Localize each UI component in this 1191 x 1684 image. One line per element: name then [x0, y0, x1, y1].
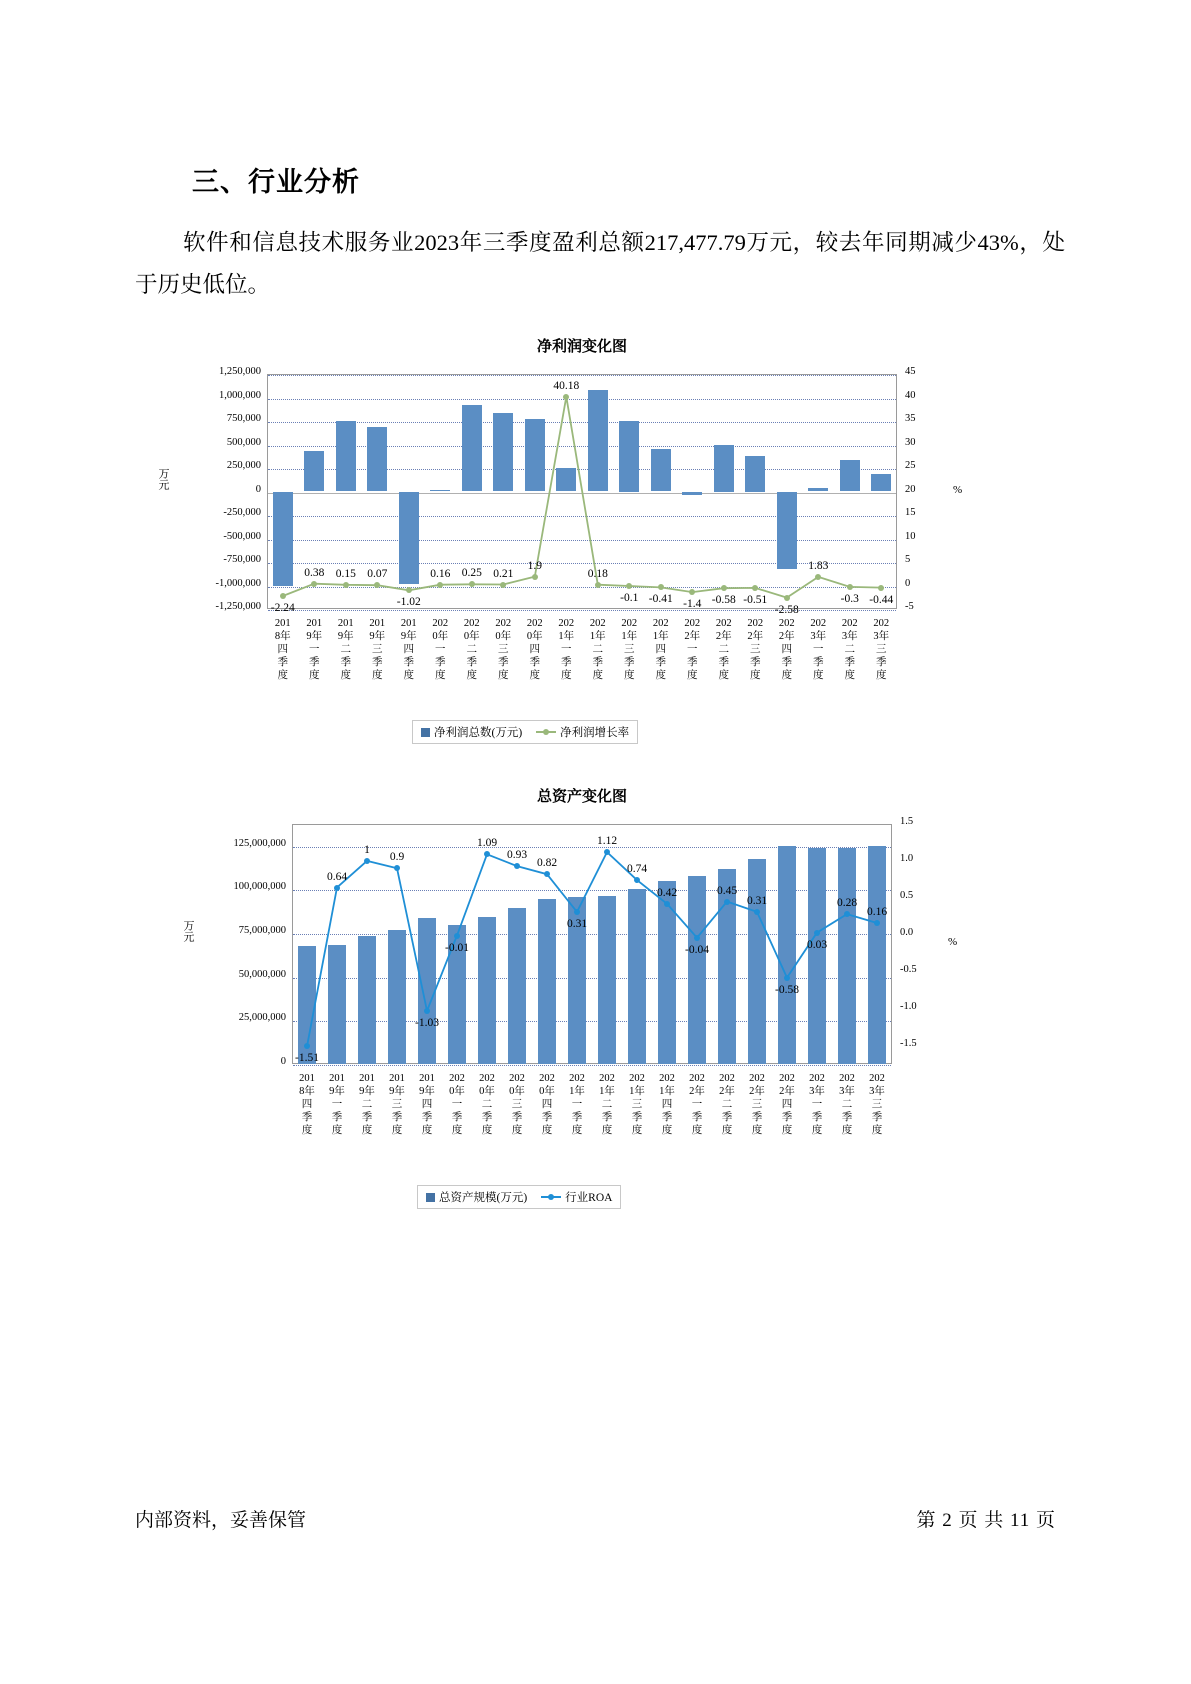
bar: [619, 421, 639, 492]
data-label: 0.18: [587, 567, 608, 580]
data-label: 0.38: [304, 566, 325, 579]
data-label: 0.16: [866, 905, 888, 918]
x-axis-tick-label: 202 0年 二 季 度: [479, 1073, 495, 1136]
chart-legend-net-profit: [412, 720, 638, 744]
data-label: -2.24: [270, 602, 295, 615]
gridline: [293, 934, 891, 935]
bar: [745, 456, 765, 491]
y2-axis-tick-label: -1.5: [900, 1037, 917, 1049]
x-axis-tick-label: 202 1年 四 季 度: [659, 1073, 675, 1136]
bar: [328, 945, 347, 1064]
x-axis-tick-label: 202 3年 三 季 度: [869, 1073, 885, 1136]
y-axis-tick-label: -1,250,000: [215, 601, 261, 612]
legend-label-industry-roa: 行业ROA: [565, 1192, 613, 1204]
x-axis-tick-label: 202 0年 四 季 度: [526, 618, 543, 681]
data-point: [724, 899, 730, 905]
data-label: 1: [364, 843, 370, 856]
data-point: [532, 574, 538, 580]
bar: [840, 460, 860, 492]
x-axis-tick-label: 202 2年 四 季 度: [779, 1073, 795, 1136]
gridline: [268, 375, 896, 376]
data-label: -1.03: [415, 1016, 439, 1029]
zero-axis-line: [268, 493, 896, 494]
legend-label-net-profit-growth: 净利润增长率: [560, 727, 630, 739]
y2-axis-tick-label: 30: [905, 436, 916, 448]
x-axis-tick-label: 202 3年 三 季 度: [873, 618, 890, 681]
y2-axis-title: %: [953, 483, 963, 496]
data-point: [437, 582, 443, 588]
legend-item-net-profit-growth: [536, 724, 629, 740]
legend-item-net-profit-total: [421, 724, 522, 740]
bar: [777, 492, 797, 569]
data-point: [721, 585, 727, 591]
bar: [367, 427, 387, 492]
x-axis-tick-label: 202 2年 一 季 度: [689, 1073, 705, 1136]
x-axis-tick-label: 201 9年 二 季 度: [337, 618, 354, 681]
data-point: [878, 585, 884, 591]
bar: [688, 876, 707, 1064]
data-label: 0.74: [626, 863, 648, 876]
chart-total-assets: [182, 785, 972, 1215]
gridline: [268, 469, 896, 470]
y-axis-title: 万元: [157, 467, 169, 490]
x-axis-tick-label: 201 9年 二 季 度: [359, 1073, 375, 1136]
data-point: [664, 901, 670, 907]
data-point: [784, 595, 790, 601]
gridline: [268, 540, 896, 541]
data-label: 40.18: [553, 379, 580, 392]
y-axis-tick-label: 0: [280, 1056, 286, 1067]
y2-axis-tick-label: 10: [905, 530, 916, 542]
x-axis-tick-label: 202 0年 一 季 度: [449, 1073, 465, 1136]
x-axis-tick-label: 202 2年 二 季 度: [715, 618, 732, 681]
x-axis-tick-label: 201 9年 四 季 度: [400, 618, 417, 681]
x-axis-tick-label: 201 9年 三 季 度: [389, 1073, 405, 1136]
y-axis-title: 万元: [182, 920, 194, 942]
data-point: [754, 909, 760, 915]
x-axis-tick-label: 201 8年 四 季 度: [299, 1073, 315, 1136]
y2-axis-tick-label: 1.0: [900, 852, 914, 864]
data-label: 1.9: [527, 559, 542, 572]
bar: [508, 908, 527, 1064]
x-axis-tick-label: 202 1年 三 季 度: [621, 618, 638, 681]
y-axis-tick-label: 750,000: [226, 413, 261, 424]
y2-axis-tick-label: 0: [905, 577, 911, 589]
data-label: 0.45: [716, 884, 738, 897]
legend-swatch-bar-icon: [426, 1193, 435, 1202]
x-axis-tick-label: 202 3年 一 季 度: [809, 1073, 825, 1136]
bar: [651, 449, 671, 491]
y2-axis-tick-label: 0.5: [900, 889, 914, 901]
x-axis-tick-label: 202 3年 二 季 度: [841, 618, 858, 681]
y-axis-tick-label: 50,000,000: [238, 968, 286, 980]
y2-axis-tick-label: 45: [905, 366, 916, 377]
y2-axis-title: %: [948, 936, 958, 948]
chart-plot-area-net-profit: [157, 356, 972, 741]
y-axis-tick-label: -500,000: [223, 530, 261, 542]
x-axis-tick-label: 202 2年 一 季 度: [684, 618, 701, 681]
data-point: [454, 933, 460, 939]
legend-item-total-assets-scale: [426, 1189, 527, 1205]
x-axis-tick-label: 202 1年 一 季 度: [569, 1073, 585, 1136]
bar: [556, 468, 576, 492]
y-axis-tick-label: 125,000,000: [233, 837, 286, 849]
data-point: [604, 849, 610, 855]
x-axis-tick-label: 202 1年 四 季 度: [652, 618, 669, 681]
legend-swatch-line-icon: [536, 731, 556, 733]
legend-label-net-profit-total: 净利润总数(万元): [434, 727, 523, 739]
data-point: [595, 582, 601, 588]
y2-axis-tick-label: 15: [905, 507, 916, 518]
body-paragraph: 软件和信息技术服务业2023年三季度盈利总额217,477.79万元，较去年同期减少43%，处于历史低位。: [135, 230, 1065, 297]
gridline: [268, 422, 896, 423]
data-label: 0.31: [746, 894, 768, 907]
data-point: [500, 582, 506, 588]
y-axis-tick-label: 25,000,000: [238, 1012, 286, 1024]
y2-axis-tick-label: 5: [905, 554, 911, 565]
data-label: 1.09: [476, 837, 498, 850]
gridline: [268, 516, 896, 517]
bar: [430, 490, 450, 492]
x-axis-tick-label: 201 9年 三 季 度: [369, 618, 386, 681]
bar: [868, 846, 887, 1064]
y2-axis-tick-label: 25: [905, 460, 916, 471]
chart-net-profit: [157, 335, 972, 745]
data-label: 0.21: [493, 567, 514, 580]
bar: [478, 917, 497, 1064]
bar: [658, 881, 677, 1064]
y2-axis-tick-label: -5: [905, 601, 914, 612]
data-point: [280, 593, 286, 599]
legend-swatch-bar-icon: [421, 728, 430, 737]
x-axis-tick-label: 202 1年 二 季 度: [589, 618, 606, 681]
y-axis-tick-label: 100,000,000: [233, 881, 286, 893]
data-label: -0.41: [648, 593, 673, 606]
bar: [358, 936, 377, 1064]
bar: [493, 413, 513, 492]
x-axis-tick-label: 202 0年 三 季 度: [495, 618, 512, 681]
data-label: 0.15: [335, 567, 356, 580]
bar: [838, 848, 857, 1064]
y2-axis-tick-label: 20: [905, 483, 916, 495]
data-point: [814, 930, 820, 936]
x-axis-tick-label: 201 9年 一 季 度: [306, 618, 323, 681]
data-label: 0.82: [536, 857, 558, 870]
data-label: 0.28: [836, 897, 858, 910]
data-point: [784, 975, 790, 981]
x-axis-tick-label: 202 2年 四 季 度: [778, 618, 795, 681]
x-axis-tick-label: 202 3年 二 季 度: [839, 1073, 855, 1136]
x-axis-tick-label: 201 9年 一 季 度: [329, 1073, 345, 1136]
legend-label-total-assets-scale: 总资产规模(万元): [439, 1192, 528, 1204]
chart-plot-area-total-assets: [182, 806, 972, 1206]
data-label: -1.02: [396, 596, 421, 609]
y2-axis-tick-label: -1.0: [900, 1000, 917, 1012]
data-point: [334, 885, 340, 891]
data-point: [424, 1008, 430, 1014]
bar: [682, 492, 702, 496]
y2-axis-tick-label: 40: [905, 389, 916, 401]
chart-title-net-profit: 净利润变化图: [536, 338, 627, 355]
gridline: [268, 446, 896, 447]
footer-note: 内部资料，妥善保管: [135, 1510, 307, 1531]
data-label: -0.58: [775, 983, 799, 996]
legend-item-industry-roa: [541, 1189, 612, 1205]
data-label: -0.51: [743, 593, 768, 606]
gridline: [293, 890, 891, 891]
bar: [588, 390, 608, 492]
data-point: [694, 935, 700, 941]
y-axis-tick-label: 0: [255, 483, 261, 495]
y-axis-tick-label: -250,000: [223, 507, 261, 518]
footer-page-number: 第 2 页 共 11 页: [916, 1510, 1056, 1531]
data-label: -0.58: [711, 594, 736, 607]
bar: [418, 918, 437, 1064]
legend-swatch-line-icon: [541, 1196, 561, 1198]
data-label: -1.4: [683, 598, 702, 611]
gridline: [293, 1021, 891, 1022]
data-point: [364, 858, 370, 864]
y-axis-tick-label: 250,000: [226, 460, 261, 471]
y2-axis-tick-label: 1.5: [900, 816, 914, 827]
y-axis-tick-label: -1,000,000: [215, 577, 261, 589]
data-label: -0.3: [840, 592, 859, 605]
gridline: [268, 399, 896, 400]
chart-title-total-assets: 总资产变化图: [536, 788, 627, 805]
data-label: 0.42: [656, 886, 678, 899]
x-axis-tick-label: 202 1年 二 季 度: [599, 1073, 615, 1136]
data-label: 0.16: [430, 567, 451, 580]
y-axis-tick-label: -750,000: [223, 554, 261, 565]
bar: [628, 889, 647, 1064]
data-point: [847, 584, 853, 590]
data-point: [311, 581, 317, 587]
data-label: 0.31: [566, 917, 588, 930]
data-label: 1.12: [596, 835, 618, 848]
y2-axis-tick-label: 0.0: [900, 926, 914, 938]
bar: [778, 846, 797, 1064]
data-point: [563, 394, 569, 400]
bar: [714, 445, 734, 492]
gridline: [268, 587, 896, 588]
x-axis-tick-label: 202 1年 三 季 度: [629, 1073, 645, 1136]
x-axis-tick-label: 202 0年 三 季 度: [509, 1073, 525, 1136]
y-axis-tick-label: 75,000,000: [238, 925, 286, 937]
bar: [871, 474, 891, 491]
bar: [808, 488, 828, 492]
data-label: -0.1: [620, 591, 639, 604]
data-label: -0.04: [685, 943, 709, 956]
x-axis-tick-label: 202 0年 一 季 度: [432, 618, 449, 681]
x-axis-tick-label: 202 0年 四 季 度: [539, 1073, 555, 1136]
data-label: 0.64: [326, 870, 348, 883]
bar: [304, 451, 324, 491]
data-label: -2.58: [774, 603, 799, 616]
bar: [336, 421, 356, 492]
y2-axis-tick-label: -0.5: [900, 963, 917, 975]
data-point: [874, 920, 880, 926]
x-axis-tick-label: 201 8年 四 季 度: [274, 618, 291, 681]
page-title: 三、行业分析: [192, 167, 360, 197]
data-label: 0.03: [806, 938, 828, 951]
x-axis-tick-label: 202 3年 一 季 度: [810, 618, 827, 681]
data-label: 0.9: [389, 851, 405, 864]
bar: [525, 419, 545, 492]
bar: [388, 930, 407, 1064]
y-axis-tick-label: 1,000,000: [219, 389, 261, 401]
x-axis-tick-label: 202 2年 三 季 度: [747, 618, 764, 681]
data-label: 0.93: [506, 849, 528, 862]
data-label: 0.07: [367, 568, 388, 581]
x-axis-tick-label: 202 1年 一 季 度: [558, 618, 575, 681]
gridline: [293, 978, 891, 979]
bar: [462, 405, 482, 491]
bar: [808, 848, 827, 1064]
x-axis-tick-label: 201 9年 四 季 度: [419, 1073, 435, 1136]
chart-legend-total-assets: [417, 1185, 621, 1209]
data-label: -1.51: [295, 1052, 319, 1065]
data-point: [343, 582, 349, 588]
y2-axis-tick-label: 35: [905, 413, 916, 424]
data-label: 0.25: [461, 567, 482, 580]
x-axis-tick-label: 202 0年 二 季 度: [463, 618, 480, 681]
x-axis-tick-label: 202 2年 二 季 度: [719, 1073, 735, 1136]
gridline: [293, 1065, 891, 1066]
data-label: 1.83: [808, 559, 829, 572]
y-axis-tick-label: 500,000: [226, 436, 261, 448]
data-label: -0.01: [445, 941, 469, 954]
x-axis-tick-label: 202 2年 三 季 度: [749, 1073, 765, 1136]
y-axis-tick-label: 1,250,000: [219, 366, 261, 377]
data-label: -0.44: [869, 593, 894, 606]
data-point: [574, 909, 580, 915]
